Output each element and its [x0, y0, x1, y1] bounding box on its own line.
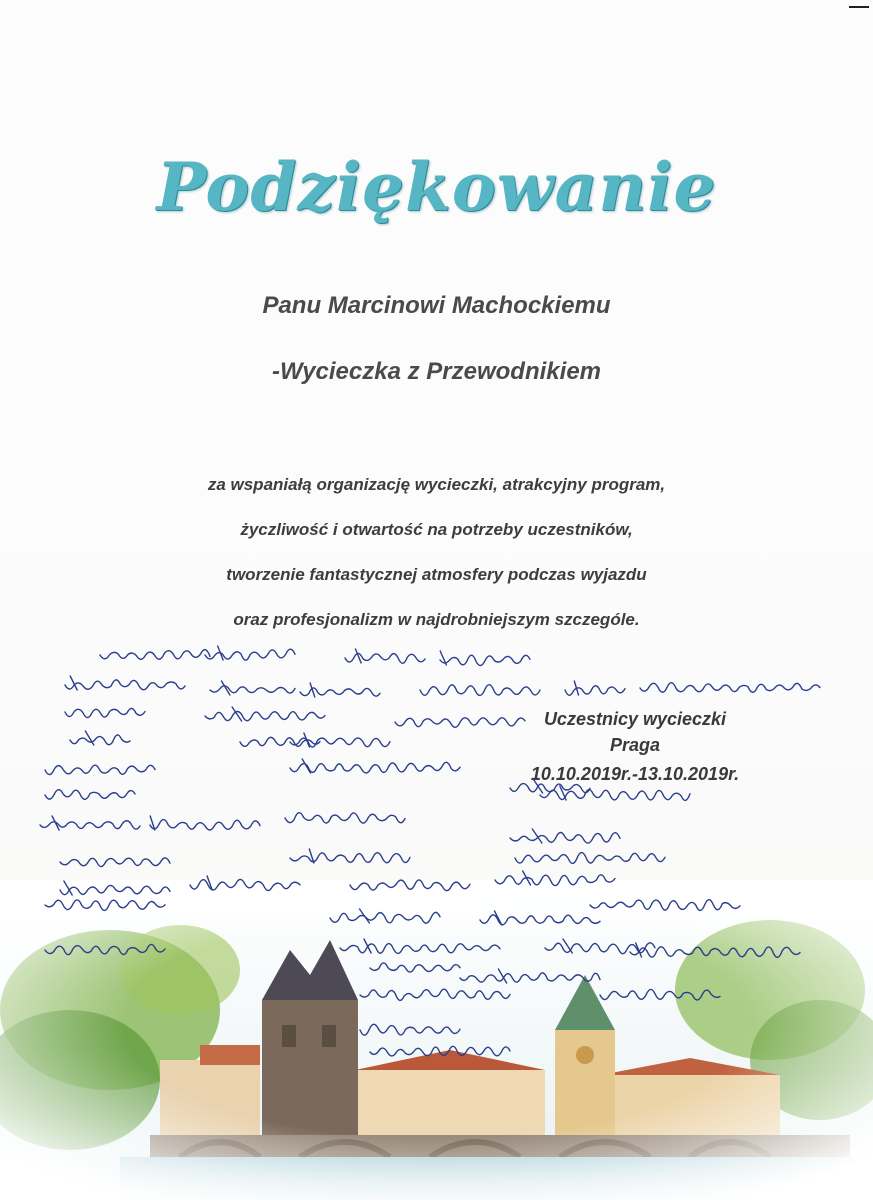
- trip-city: Praga: [609, 735, 661, 755]
- signature-stroke: [52, 816, 59, 830]
- signature-stroke: [70, 676, 77, 690]
- signature-stroke: [65, 680, 185, 690]
- scan-edge-mark: [849, 6, 869, 8]
- signature-stroke: [65, 708, 145, 717]
- signature-stroke: [205, 711, 325, 720]
- signature-stroke: [222, 681, 230, 695]
- signature-stroke: [150, 820, 260, 830]
- signature-stroke: [40, 821, 140, 829]
- signature-stroke: [240, 737, 320, 746]
- participants-block: [515, 706, 755, 788]
- signature-stroke: [285, 813, 405, 823]
- certificate-subtitle: -Wycieczka z Przewodnikiem: [271, 358, 601, 385]
- signature-stroke: [440, 655, 530, 665]
- signature-stroke: [565, 686, 625, 696]
- signature-stroke: [70, 735, 130, 745]
- signature-stroke: [395, 718, 525, 728]
- signature-stroke: [302, 759, 310, 773]
- signature-stroke: [304, 733, 310, 747]
- signature-stroke: [510, 832, 620, 843]
- signature-stroke: [290, 762, 460, 773]
- signature-stroke: [290, 738, 390, 747]
- signature-stroke: [515, 853, 665, 864]
- recipient-name: Panu Marcinowi Machockiemu: [262, 292, 611, 319]
- signature-stroke: [532, 829, 542, 843]
- thanks-line: za wspaniałą organizację wycieczki, atrakcyjny program,: [207, 475, 666, 494]
- signature-stroke: [309, 849, 314, 863]
- prague-illustration: [0, 880, 873, 1200]
- trip-dates: 10.10.2019r.-13.10.2019r.: [530, 764, 740, 784]
- signature-stroke: [150, 816, 155, 830]
- signature-stroke: [232, 707, 242, 721]
- signature-stroke: [574, 681, 578, 695]
- signature-stroke: [210, 686, 295, 693]
- thanks-line: tworzenie fantastycznej atmosfery podczas wyjazdu: [226, 565, 647, 584]
- participants-label: Uczestnicy wycieczki: [543, 709, 727, 729]
- signature-stroke: [310, 683, 315, 697]
- certificate-title: Podziękowanie: [156, 148, 717, 226]
- signature-stroke: [420, 685, 540, 696]
- signature-stroke: [540, 790, 690, 801]
- signature-stroke: [45, 765, 155, 774]
- signature-stroke: [560, 786, 566, 800]
- signature-stroke: [640, 683, 820, 693]
- thanks-text: [0, 474, 873, 654]
- signature-stroke: [300, 688, 380, 696]
- signature-stroke: [85, 731, 94, 745]
- signature-stroke: [60, 858, 170, 867]
- thanks-line: oraz profesjonalizm w najdrobniejszym szczególe.: [233, 610, 640, 629]
- signature-stroke: [45, 790, 135, 800]
- thanks-line: życzliwość i otwartość na potrzeby uczestników,: [240, 520, 633, 539]
- signature-stroke: [345, 653, 425, 663]
- signature-stroke: [290, 853, 410, 863]
